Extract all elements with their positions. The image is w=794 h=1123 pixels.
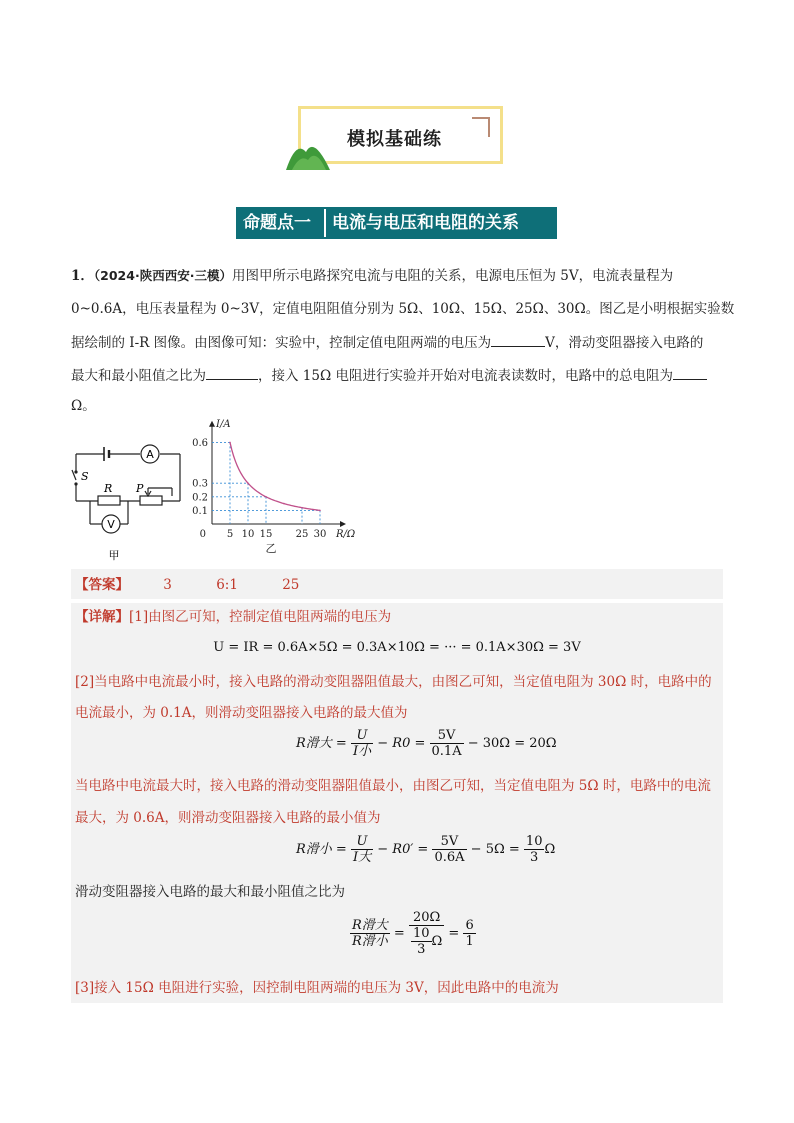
detail-p2a: [2]当电路中电流最小时，接入电路的滑动变阻器阻值最大，由图乙可知，当定值电阻为 30Ω 时，电路中的 <box>75 674 712 690</box>
question-text-1: 用图甲所示电路探究电流与电阻的关系，电源电压恒为 5V，电流表量程为 <box>231 268 674 284</box>
x-axis-arrow <box>340 521 346 527</box>
question-source: （2024·陕西西安·三模） <box>93 268 232 283</box>
ir-chart <box>192 418 356 566</box>
answer-value-1: 3 <box>163 577 172 593</box>
equation-2: R滑大 = $\frac{U}{\text{I小}}$ − R0 = $\frac{5V}{0.1A}$ − 30Ω = 20Ω <box>296 728 557 759</box>
banner-title: 模拟基础练 <box>347 129 442 150</box>
section-number: 命题点一 <box>243 213 311 233</box>
answer-value-2: 6:1 <box>216 577 238 593</box>
detail-p5: [3]接入 15Ω 电阻进行实验，因控制电阻两端的电压为 3V，因此电路中的电流为 <box>75 980 559 996</box>
detail-p4: 滑动变阻器接入电路的最大和最小阻值之比为 <box>75 884 345 900</box>
question-line-4 <box>71 365 707 386</box>
question-number: 1． <box>71 268 94 284</box>
eq3-lhs: R滑小 <box>296 842 332 857</box>
question-line-2: 0~0.6A，电压表量程为 0~3V，定值电阻阻值分别为 5Ω、10Ω、15Ω、25Ω、30Ω。图乙是小明根据实验数 <box>71 301 735 317</box>
circuit-diagram <box>68 432 188 564</box>
origin-label: 0 <box>199 529 206 540</box>
answer-value-3: 25 <box>282 577 300 593</box>
equation-4: $\frac{\text{R滑大}}{\text{R滑小}}$ = 20Ω $\frac{10}{3}$ Ω = $\frac{6}{1}$ <box>352 910 474 957</box>
data-point <box>283 503 285 505</box>
question-text-4a: 最大和最小阻值之比为 <box>71 368 206 384</box>
detail-p3b: 最大，为 0.6A，则滑动变阻器接入电路的最小值为 <box>75 810 381 826</box>
answer-row <box>75 575 299 595</box>
answer-blank-3[interactable] <box>673 365 707 380</box>
y-tick-label: 0.2 <box>192 492 208 504</box>
question-line-5: Ω。 <box>71 398 96 414</box>
slider-label: P <box>136 482 144 495</box>
y-axis-label: I/A <box>216 418 231 430</box>
banner-accent <box>472 117 490 137</box>
section-header <box>236 207 557 239</box>
equation-1: U = IR = 0.6A×5Ω = 0.3A×10Ω = ··· = 0.1A×30Ω = 3V <box>213 640 581 655</box>
y-tick-label: 0.3 <box>192 478 208 490</box>
detail-line-1 <box>75 607 391 627</box>
data-point <box>265 496 267 498</box>
x-tick-label: 30 <box>313 529 327 540</box>
voltmeter-label: V <box>107 518 115 531</box>
question-text-3b: V，滑动变阻器接入电路的 <box>545 335 704 351</box>
x-axis-label: R/Ω <box>336 529 356 540</box>
y-tick-label: 0.1 <box>192 505 208 517</box>
x-tick-label: 5 <box>226 529 234 540</box>
question-text-4b: ，接入 15Ω 电阻进行实验并开始对电流表读数时，电路中的总电阻为 <box>258 368 673 384</box>
detail-p1: [1]由图乙可知，控制定值电阻两端的电压为 <box>129 609 392 625</box>
section-divider <box>324 209 326 237</box>
resistor-label: R <box>104 482 113 495</box>
y-tick-label: 0.6 <box>192 437 208 449</box>
x-tick-label: 10 <box>241 529 255 540</box>
x-tick-label: 25 <box>295 529 309 540</box>
series-curve <box>230 442 320 510</box>
mountain-icon <box>284 130 334 172</box>
detail-p3a: 当电路中电流最大时，接入电路的滑动变阻器阻值最小，由图乙可知，当定值电阻为 5Ω 时，电路中的电流 <box>75 778 711 794</box>
switch-label: S <box>81 470 89 483</box>
y-axis-arrow <box>209 421 215 427</box>
ammeter-label: A <box>146 448 154 461</box>
question-line-3 <box>71 332 703 353</box>
data-point <box>301 507 303 509</box>
answer-blank-1[interactable] <box>491 332 545 347</box>
question-text-3a: 据绘制的 I-R 图像。由图像可知：实验中，控制定值电阻两端的电压为 <box>71 335 492 351</box>
equation-3: R滑小 = $\frac{U}{\text{I大}}$ − R0′ = $\frac{5V}{0.6A}$ − 5Ω = $\frac{10}{3}$ Ω <box>296 834 556 865</box>
x-tick-label: 15 <box>259 529 273 540</box>
detail-p2b: 电流最小，为 0.1A，则滑动变阻器接入电路的最大值为 <box>75 705 408 721</box>
data-point <box>229 442 231 444</box>
section-title: 电流与电压和电阻的关系 <box>332 213 519 233</box>
detail-label: 【详解】 <box>75 609 129 625</box>
figure-jia-caption: 甲 <box>108 549 120 562</box>
eq2-lhs: R滑大 <box>296 736 332 751</box>
data-point <box>247 482 249 484</box>
answer-label: 【答案】 <box>75 577 129 593</box>
question-line-1 <box>71 266 673 286</box>
data-point <box>319 510 321 512</box>
chart-caption: 乙 <box>265 542 277 555</box>
answer-blank-2[interactable] <box>206 365 258 380</box>
